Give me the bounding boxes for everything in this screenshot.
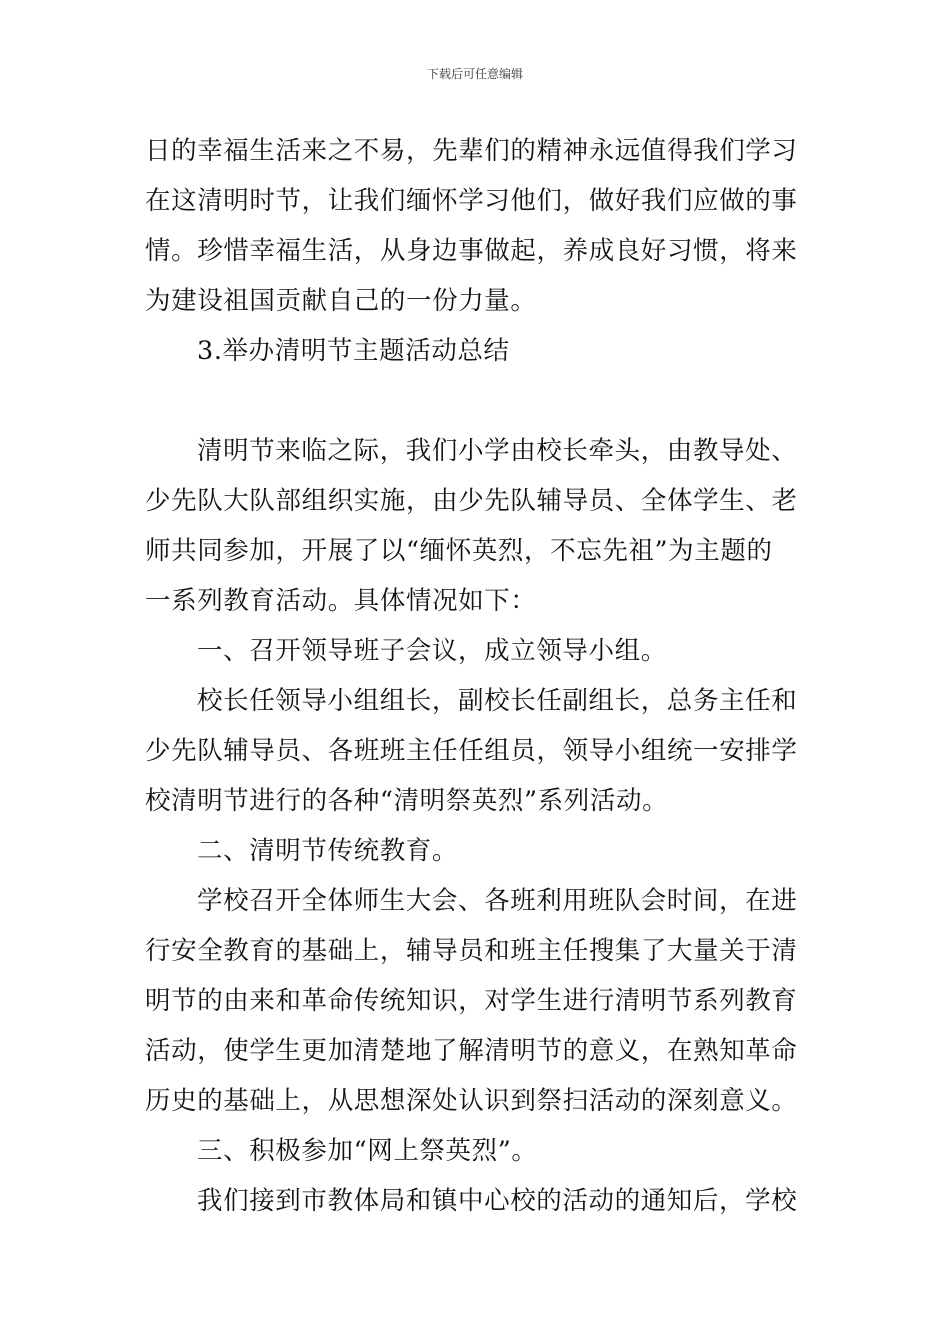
paragraph-line: 一系列教育活动。具体情况如下： — [145, 586, 537, 616]
paragraph-line: 历史的基础上，从思想深处认识到祭扫活动的深刻意义。 — [145, 1086, 798, 1116]
document-body — [145, 126, 810, 1226]
paragraph-line: 师共同参加，开展了以“缅怀英烈，不忘先祖”为主题的 — [145, 536, 773, 566]
section-heading: 3.举办清明节主题活动总结 — [197, 336, 510, 366]
paragraph-line: 活动，使学生更加清楚地了解清明节的意义，在熟知革命 — [145, 1036, 798, 1066]
paragraph-line: 日的幸福生活来之不易，先辈们的精神永远值得我们学习 — [145, 136, 798, 166]
subsection-heading: 三、积极参加“网上祭英烈”。 — [197, 1136, 538, 1166]
paragraph-line: 少先队大队部组织实施，由少先队辅导员、全体学生、老 — [145, 486, 798, 516]
paragraph-line: 在这清明时节，让我们缅怀学习他们，做好我们应做的事 — [145, 186, 798, 216]
blank-spacer — [145, 376, 810, 426]
paragraph-line: 行安全教育的基础上，辅导员和班主任搜集了大量关于清 — [145, 936, 798, 966]
paragraph-line: 情。珍惜幸福生活，从身边事做起，养成良好习惯，将来 — [145, 236, 798, 266]
subsection-heading: 二、清明节传统教育。 — [197, 836, 459, 866]
paragraph-line: 少先队辅导员、各班班主任任组员，领导小组统一安排学 — [145, 736, 798, 766]
paragraph-line: 校长任领导小组组长，副校长任副组长，总务主任和 — [197, 686, 798, 716]
subsection-heading: 一、召开领导班子会议，成立领导小组。 — [197, 636, 667, 666]
paragraph-line: 明节的由来和革命传统知识，对学生进行清明节系列教育 — [145, 986, 798, 1016]
paragraph-line: 为建设祖国贡献自己的一份力量。 — [145, 286, 537, 316]
page-header-note: 下载后可任意编辑 — [426, 67, 523, 81]
paragraph-line: 学校召开全体师生大会、各班利用班队会时间，在进 — [197, 886, 798, 916]
paragraph-line: 校清明节进行的各种“清明祭英烈”系列活动。 — [145, 786, 669, 816]
paragraph-line: 我们接到市教体局和镇中心校的活动的通知后，学校 — [197, 1186, 798, 1216]
paragraph-line: 清明节来临之际，我们小学由校长牵头，由教导处、 — [197, 436, 798, 466]
